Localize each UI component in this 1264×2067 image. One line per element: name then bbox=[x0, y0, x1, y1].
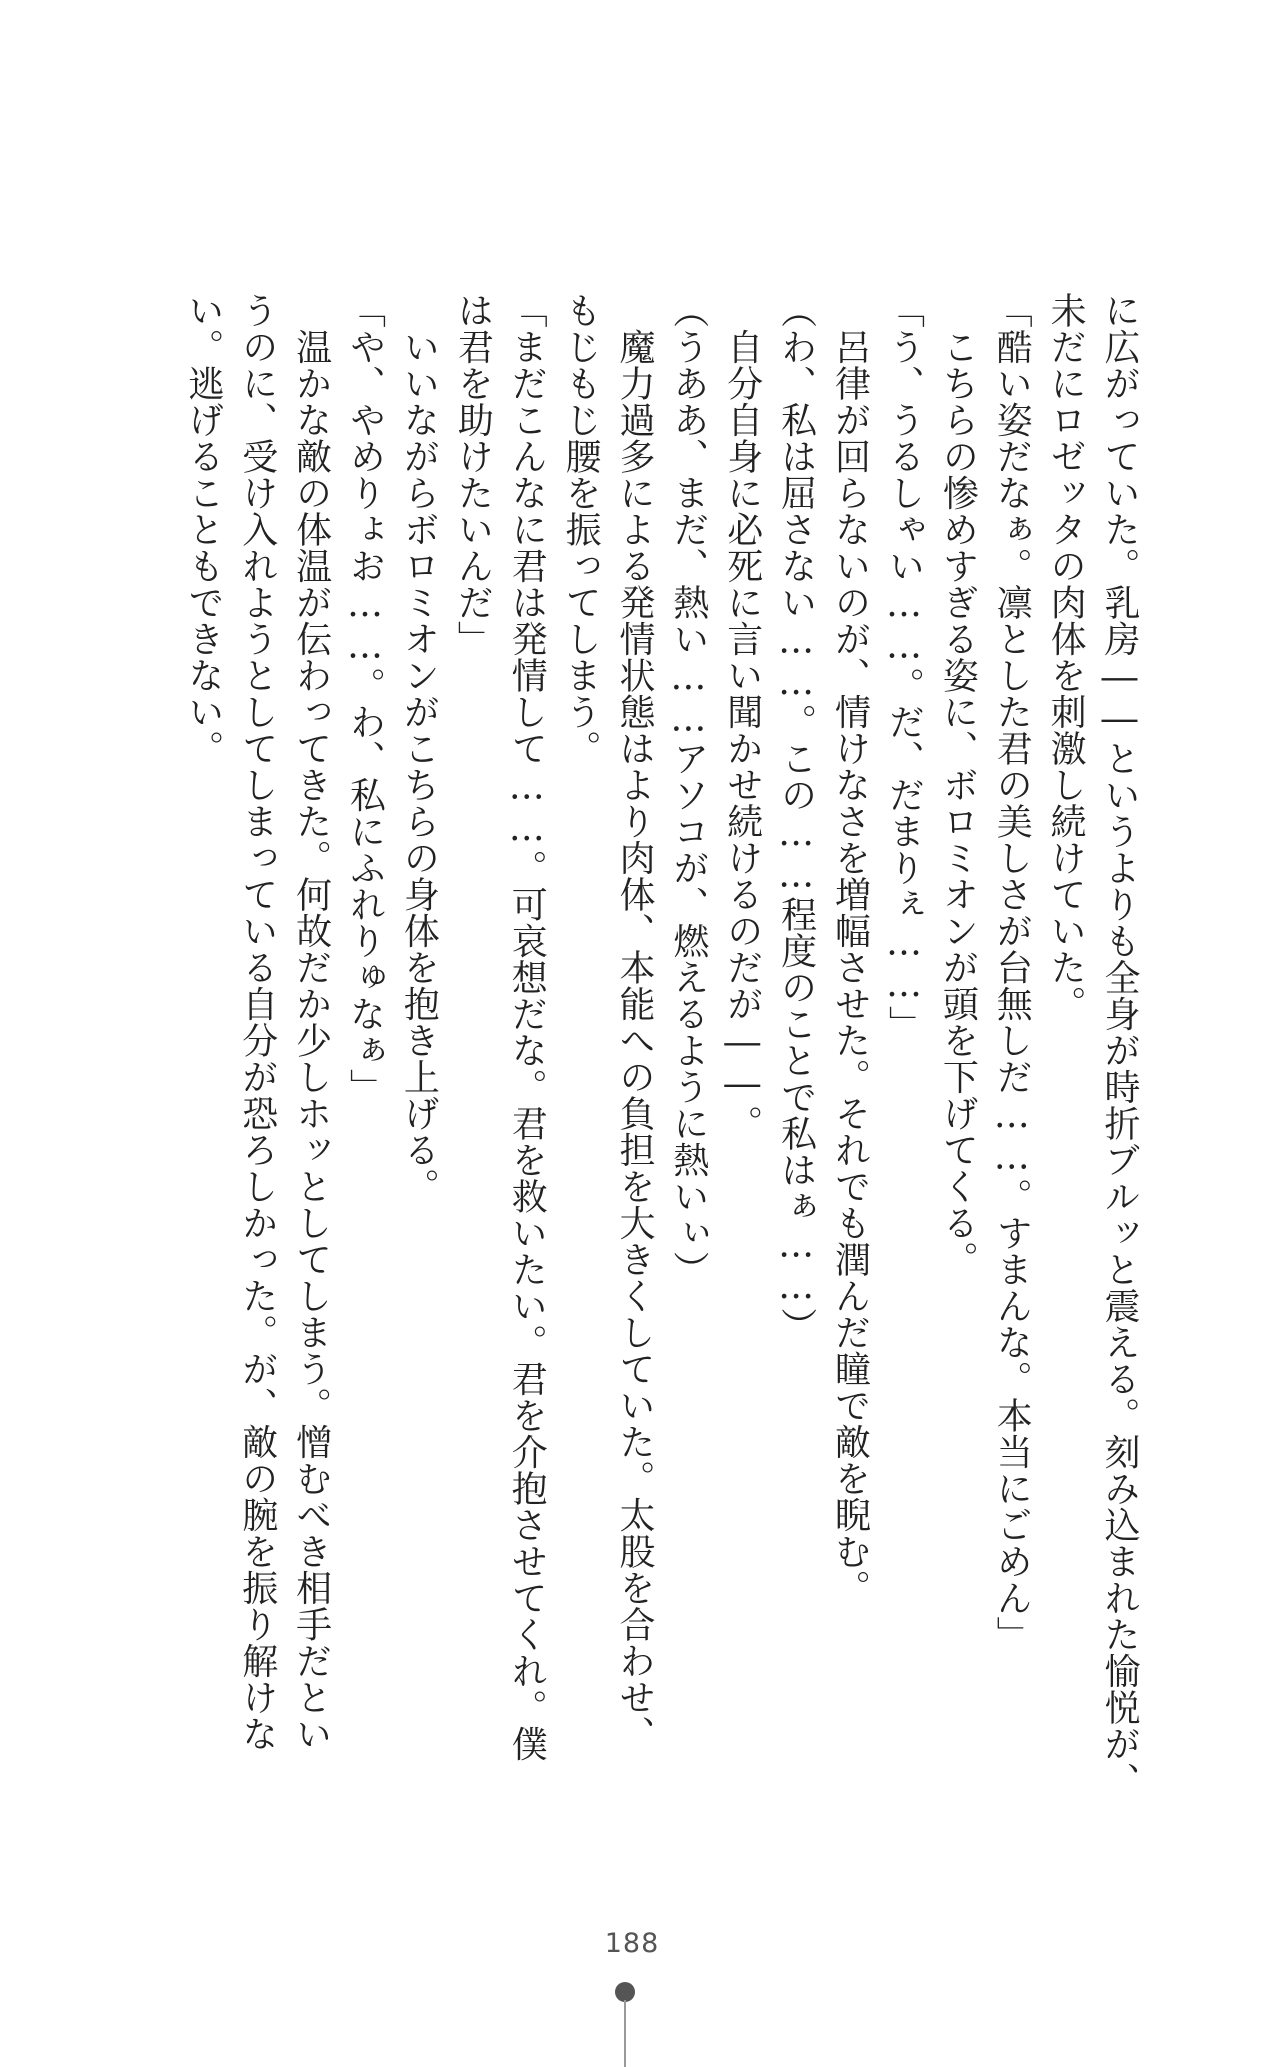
text-line: に広がっていた。乳房――というよりも全身が時折ブルッと震える。刻み込まれた愉悦が、 bbox=[1099, 292, 1140, 1799]
text-line: 「や、やめりょお……。わ、私にふれりゅなぁ」 bbox=[344, 292, 386, 1105]
text-line: 「酷い姿だなぁ。凛とした君の美しさが台無しだ……。すまんな。本当にごめん」 bbox=[991, 292, 1033, 1653]
text-line: もじもじ腰を振ってしまう。 bbox=[560, 292, 602, 767]
text-line: （わ、私は屈さない……。この……程度のことで私はぁ……） bbox=[775, 292, 817, 1344]
text-line: うのに、受け入れようとしてしまっている自分が恐ろしかった。が、敵の腕を振り解けな bbox=[236, 292, 278, 1752]
page-number: 188 bbox=[604, 1928, 660, 1959]
text-line: 魔力過多による発情状態はより肉体、本能への負担を大きくしていた。太股を合わせ、 bbox=[613, 292, 655, 1752]
text-line: は君を助けたいんだ」 bbox=[452, 292, 494, 657]
text-line: 未だにロゼッタの肉体を刺激し続けていた。 bbox=[1045, 292, 1087, 1022]
vertical-text-block bbox=[150, 292, 1140, 1799]
text-line: 温かな敵の体温が伝わってきた。何故だか少しホッとしてしまう。憎むべき相手だとい bbox=[290, 292, 332, 1752]
page-marker-rule bbox=[624, 2000, 626, 2067]
text-line: い。逃げることもできない。 bbox=[182, 292, 224, 767]
text-line: いいながらボロミオンがこちらの身体を抱き上げる。 bbox=[398, 292, 440, 1205]
text-line: 「う、うるしゃい……。だ、だまりぇ……」 bbox=[883, 292, 925, 1042]
text-line: 「まだこんなに君は発情して……。可哀想だな。君を救いたい。君を介抱させてくれ。僕 bbox=[506, 292, 548, 1762]
text-line: 自分自身に必死に言い聞かせ続けるのだが――。 bbox=[721, 292, 763, 1142]
text-line: 呂律が回らないのが、情けなさを増幅させた。それでも潤んだ瞳で敵を睨む。 bbox=[829, 292, 871, 1606]
text-line: （うああ、まだ、熱い……アソコが、燃えるように熱いぃ） bbox=[667, 292, 709, 1288]
text-line: こちらの惨めすぎる姿に、ボロミオンが頭を下げてくる。 bbox=[937, 292, 979, 1278]
page-marker-dot bbox=[615, 1982, 635, 2002]
